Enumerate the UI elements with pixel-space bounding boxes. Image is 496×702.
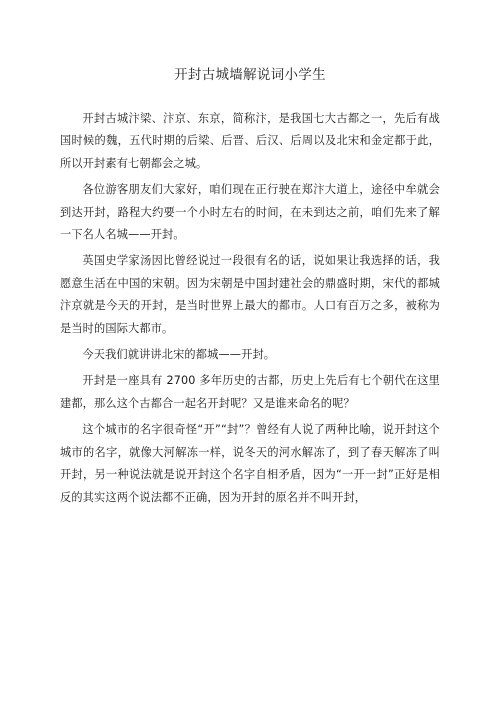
paragraph-5: 开封是一座具有 2700 多年历史的古都，历史上先后有七个朝代在这里建都，那么这个古都合一起名开封呢？又是谁来命名的呢？ [60,374,440,410]
document-title: 开封古城墙解说词小学生 [174,67,326,83]
paragraph-2: 各位游客朋友们大家好，咱们现在正行驶在郑汴大道上，途径中牟就会到达开封，路程大约要一个小时左右的时间，在未到达之前，咱们先来了解一下名人名城——开封。 [60,183,440,242]
paragraph-4: 今天我们就讲讲北宋的都城——开封。 [82,348,276,362]
paragraph-1: 开封古城汴梁、汴京、东京，简称汴，是我国七大古都之一，先后有战国时候的魏，五代时期的后梁、后晋、后汉、后周以及北宋和金定都于此，所以开封素有七朝都会之城。 [60,112,440,170]
document-body [60,108,440,509]
paragraph-3: 英国史学家汤因比曾经说过一段很有名的话，说如果让我选择的话，我愿意生活在中国的宋朝。因为宋朝是中国封建社会的鼎盛时期，宋代的都城汴京就是今天的开封，是当时世界上最大的都市。人口有百万之多，被称为是当时的国际大都市。 [60,254,440,335]
paragraph-6: 这个城市的名字很奇怪“开”“封”？曾经有人说了两种比喻，说开封这个城市的名字，就像大河解冻一样，说冬天的河水解冻了，到了春天解冻了叫开封，另一种说法就是说开封这个名字自相矛盾，因为“一开一封”正好是相反的其实这两个说法都不正确，因为开封的原名并不叫开封， [60,423,440,504]
